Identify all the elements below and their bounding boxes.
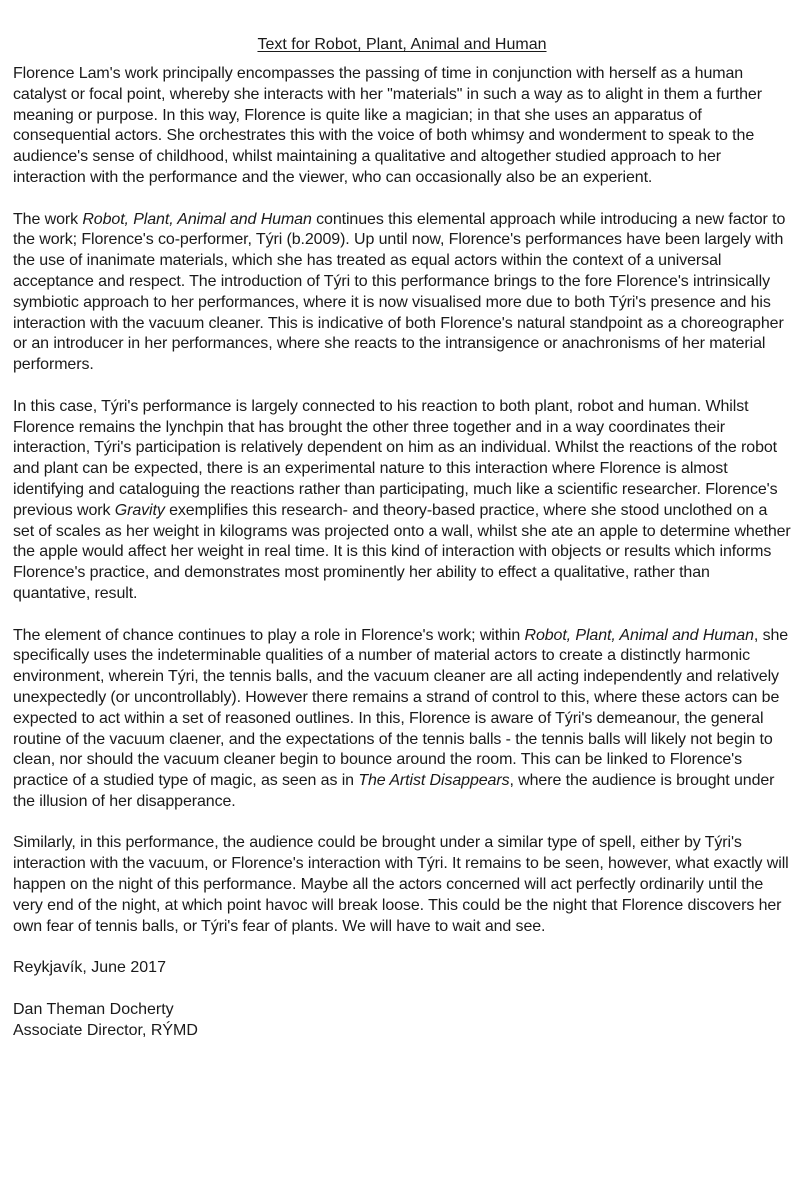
text-run: Similarly, in this performance, the audience could be brought under a similar type of spell, either by Týri's interaction with the vacuum, or Florence's interaction with Týri. It remains to be seen, however, what exactly will happen on the night of this performance. Maybe all the actors concerned will act perfectly ordinarily until the very end of the night, at which point havoc will break loose. This could be the night that Florence discovers her own fear of tennis balls, or Týri's fear of plants. We will have to wait and see.: [13, 834, 789, 935]
text-run: continues this elemental approach while introducing a new factor to the work; Florence's co-performer, Týri (b.2009). Up until now, Florence's performances have been largely with the use of inanimate materials, which she has treated as equal actors within the context of a universal acceptance and respect. The introduction of Týri to this performance brings to the fore Florence's intrinsically symbiotic approach to her performances, where it is now visualised more due to both Týri's presence and his interaction with the vacuum cleaner. This is indicative of both Florence's natural standpoint as a choreographer or an introducer in her performances, where she reacts to the intransigence or anachronisms of her material performers.: [13, 210, 786, 374]
body-paragraph: [13, 833, 791, 937]
text-run: The work: [13, 210, 83, 228]
author-role: Associate Director, RÝMD: [13, 1021, 198, 1039]
document-page: [13, 34, 791, 1041]
document-body: [13, 64, 791, 937]
work-title: Gravity: [114, 501, 165, 519]
text-run: exemplifies this research- and theory-based practice, where she stood unclothed on a set of scales as her weight in kilograms was projected onto a wall, whilst she ate an apple to determine whether the apple would affect her weight in real time. It is this kind of interaction with objects or results which informs Florence's practice, and demonstrates most prominently her ability to effect a qualitative, rather than quantative, result.: [13, 501, 791, 602]
body-paragraph: [13, 64, 791, 189]
body-paragraph: [13, 210, 791, 376]
work-title: Robot, Plant, Animal and Human: [82, 210, 312, 228]
author-name: Dan Theman Docherty: [13, 1000, 174, 1018]
text-run: In this case, Týri's performance is largely connected to his reaction to both plant, robot and human. Whilst Florence remains the lynchpin that has brought the other three together and in a way coordinates their interaction, Týri's participation is relatively dependent on him as an individual. Whilst the reactions of the robot and plant can be expected, there is an experimental nature to this interaction where Florence is almost identifying and cataloguing the reactions rather than participating, much like a scientific researcher. Florence's previous work: [13, 397, 778, 519]
text-run: Florence Lam's work principally encompasses the passing of time in conjunction with herself as a human catalyst or focal point, whereby she interacts with her "materials" in such a way as to alight in them a further meaning or purpose. In this way, Florence is quite like a magician; in that she uses an apparatus of consequential actors. She orchestrates this with the voice of both whimsy and wonderment to speak to the audience's sense of childhood, whilst maintaining a qualitative and altogether studied approach to her interaction with the performance and the viewer, who can occasionally also be an experient.: [13, 65, 762, 186]
text-run: The element of chance continues to play a role in Florence's work; within: [13, 626, 525, 644]
body-paragraph: [13, 397, 791, 605]
text-run: , where the audience is brought under the illusion of her disapperance.: [13, 772, 775, 810]
work-title: Robot, Plant, Animal and Human: [524, 626, 754, 644]
place-and-date: Reykjavík, June 2017: [13, 959, 166, 977]
text-run: , she specifically uses the indeterminable qualities of a number of material actors to create a distinctly harmonic environment, wherein Týri, the tennis balls, and the vacuum cleaner are all acting independently and relatively unexpectedly (or uncontrollably). However there remains a strand of control to this, where these actors can be expected to act within a set of reasoned outlines. In this, Florence is aware of Týri's demeanour, the general routine of the vacuum claener, and the expectations of the tennis balls - the tennis balls will likely not begin to clean, nor should the vacuum cleaner begin to bounce around the room. This can be linked to Florence's practice of a studied type of magic, as seen as in: [13, 626, 789, 790]
work-title: The Artist Disappears: [358, 772, 510, 790]
body-paragraph: [13, 626, 791, 813]
document-title: Text for Robot, Plant, Animal and Human: [257, 36, 547, 53]
